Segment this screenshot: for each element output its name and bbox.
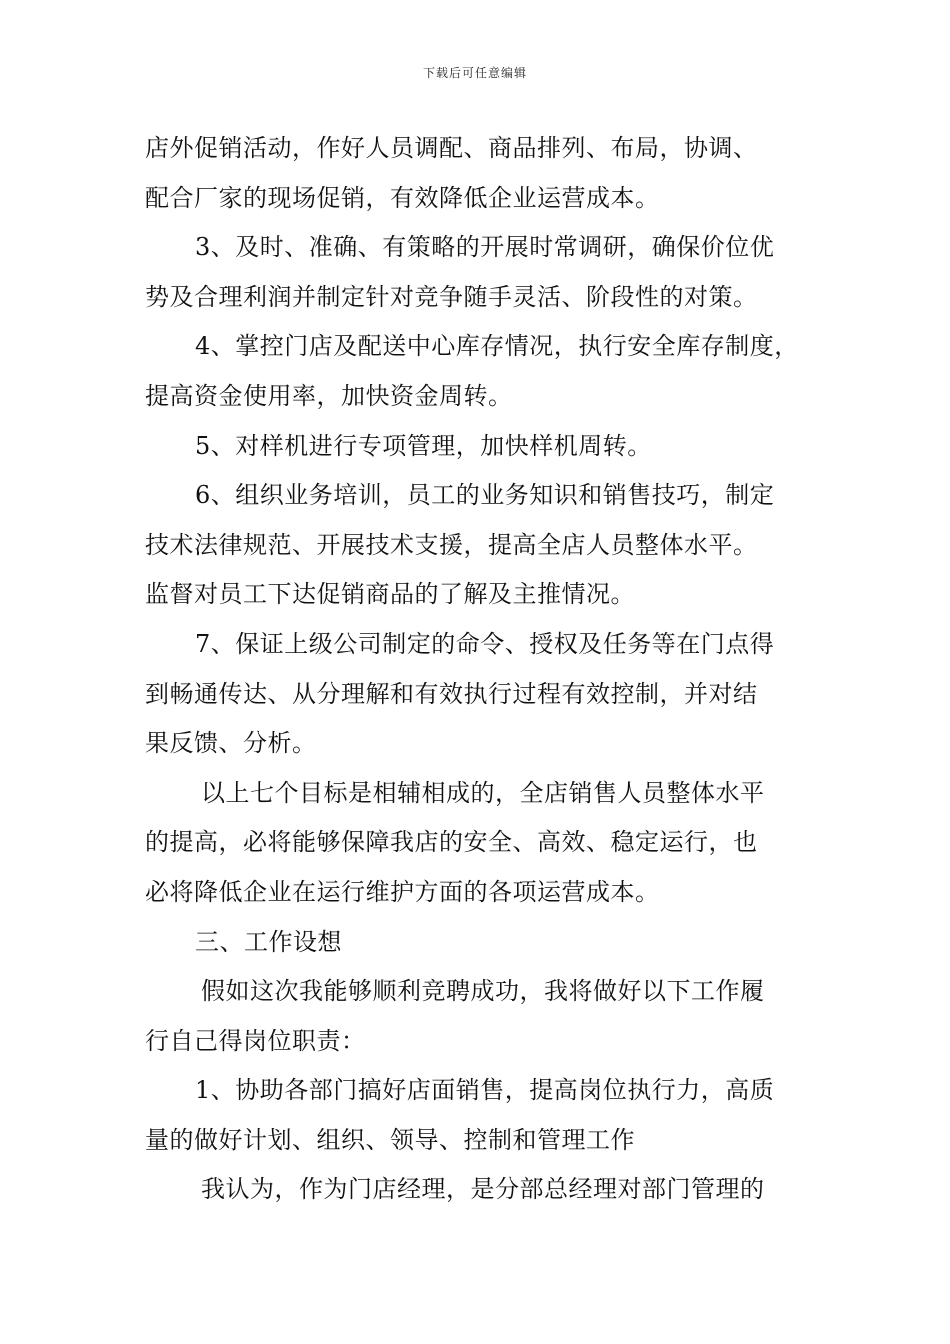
- text-line: 7、保证上级公司制定的命令、授权及任务等在门点得: [195, 629, 775, 658]
- text-line: 果反馈、分析。: [145, 729, 317, 758]
- text-line: 技术法律规范、开展技术支援，提高全店人员整体水平。: [145, 530, 758, 559]
- text-line: 必将降低企业在运行维护方面的各项运营成本。: [145, 877, 660, 906]
- text-line: 的提高，必将能够保障我店的安全、高效、稳定运行，也: [145, 828, 758, 857]
- text-line: 6、组织业务培训，员工的业务知识和销售技巧，制定: [195, 481, 775, 510]
- page-header: 下载后可任意编辑: [422, 66, 527, 80]
- text-line: 提高资金使用率，加快资金周转。: [145, 381, 513, 410]
- text-line: 1、协助各部门搞好店面销售，提高岗位执行力，高质: [195, 1076, 775, 1105]
- text-line: 店外促销活动，作好人员调配、商品排列、布局，协调、: [145, 134, 758, 162]
- text-line: 量的做好计划、组织、领导、控制和管理工作: [145, 1125, 635, 1154]
- section-heading: 三、工作设想: [195, 927, 342, 956]
- text-line: 监督对员工下达促销商品的了解及主推情况。: [145, 580, 635, 609]
- document-body: [145, 124, 810, 1215]
- text-line: 配合厂家的现场促销，有效降低企业运营成本。: [145, 183, 660, 212]
- text-line: 势及合理利润并制定针对竞争随手灵活、阶段性的对策。: [145, 282, 758, 311]
- text-line: 行自己得岗位职责：: [145, 1026, 366, 1055]
- text-line: 以上七个目标是相辅相成的，全店销售人员整体水平: [201, 778, 765, 807]
- text-line: 5、对样机进行专项管理，加快样机周转。: [195, 431, 652, 460]
- text-line: 4、掌控门店及配送中心库存情况，执行安全库存制度，: [195, 332, 799, 361]
- text-line: 假如这次我能够顺利竞聘成功，我将做好以下工作履: [201, 977, 765, 1006]
- text-line: 我认为，作为门店经理，是分部总经理对部门管理的: [201, 1175, 765, 1204]
- text-line: 到畅通传达、从分理解和有效执行过程有效控制，并对结: [145, 679, 758, 708]
- text-line: 3、及时、准确、有策略的开展时常调研，确保价位优: [195, 233, 775, 262]
